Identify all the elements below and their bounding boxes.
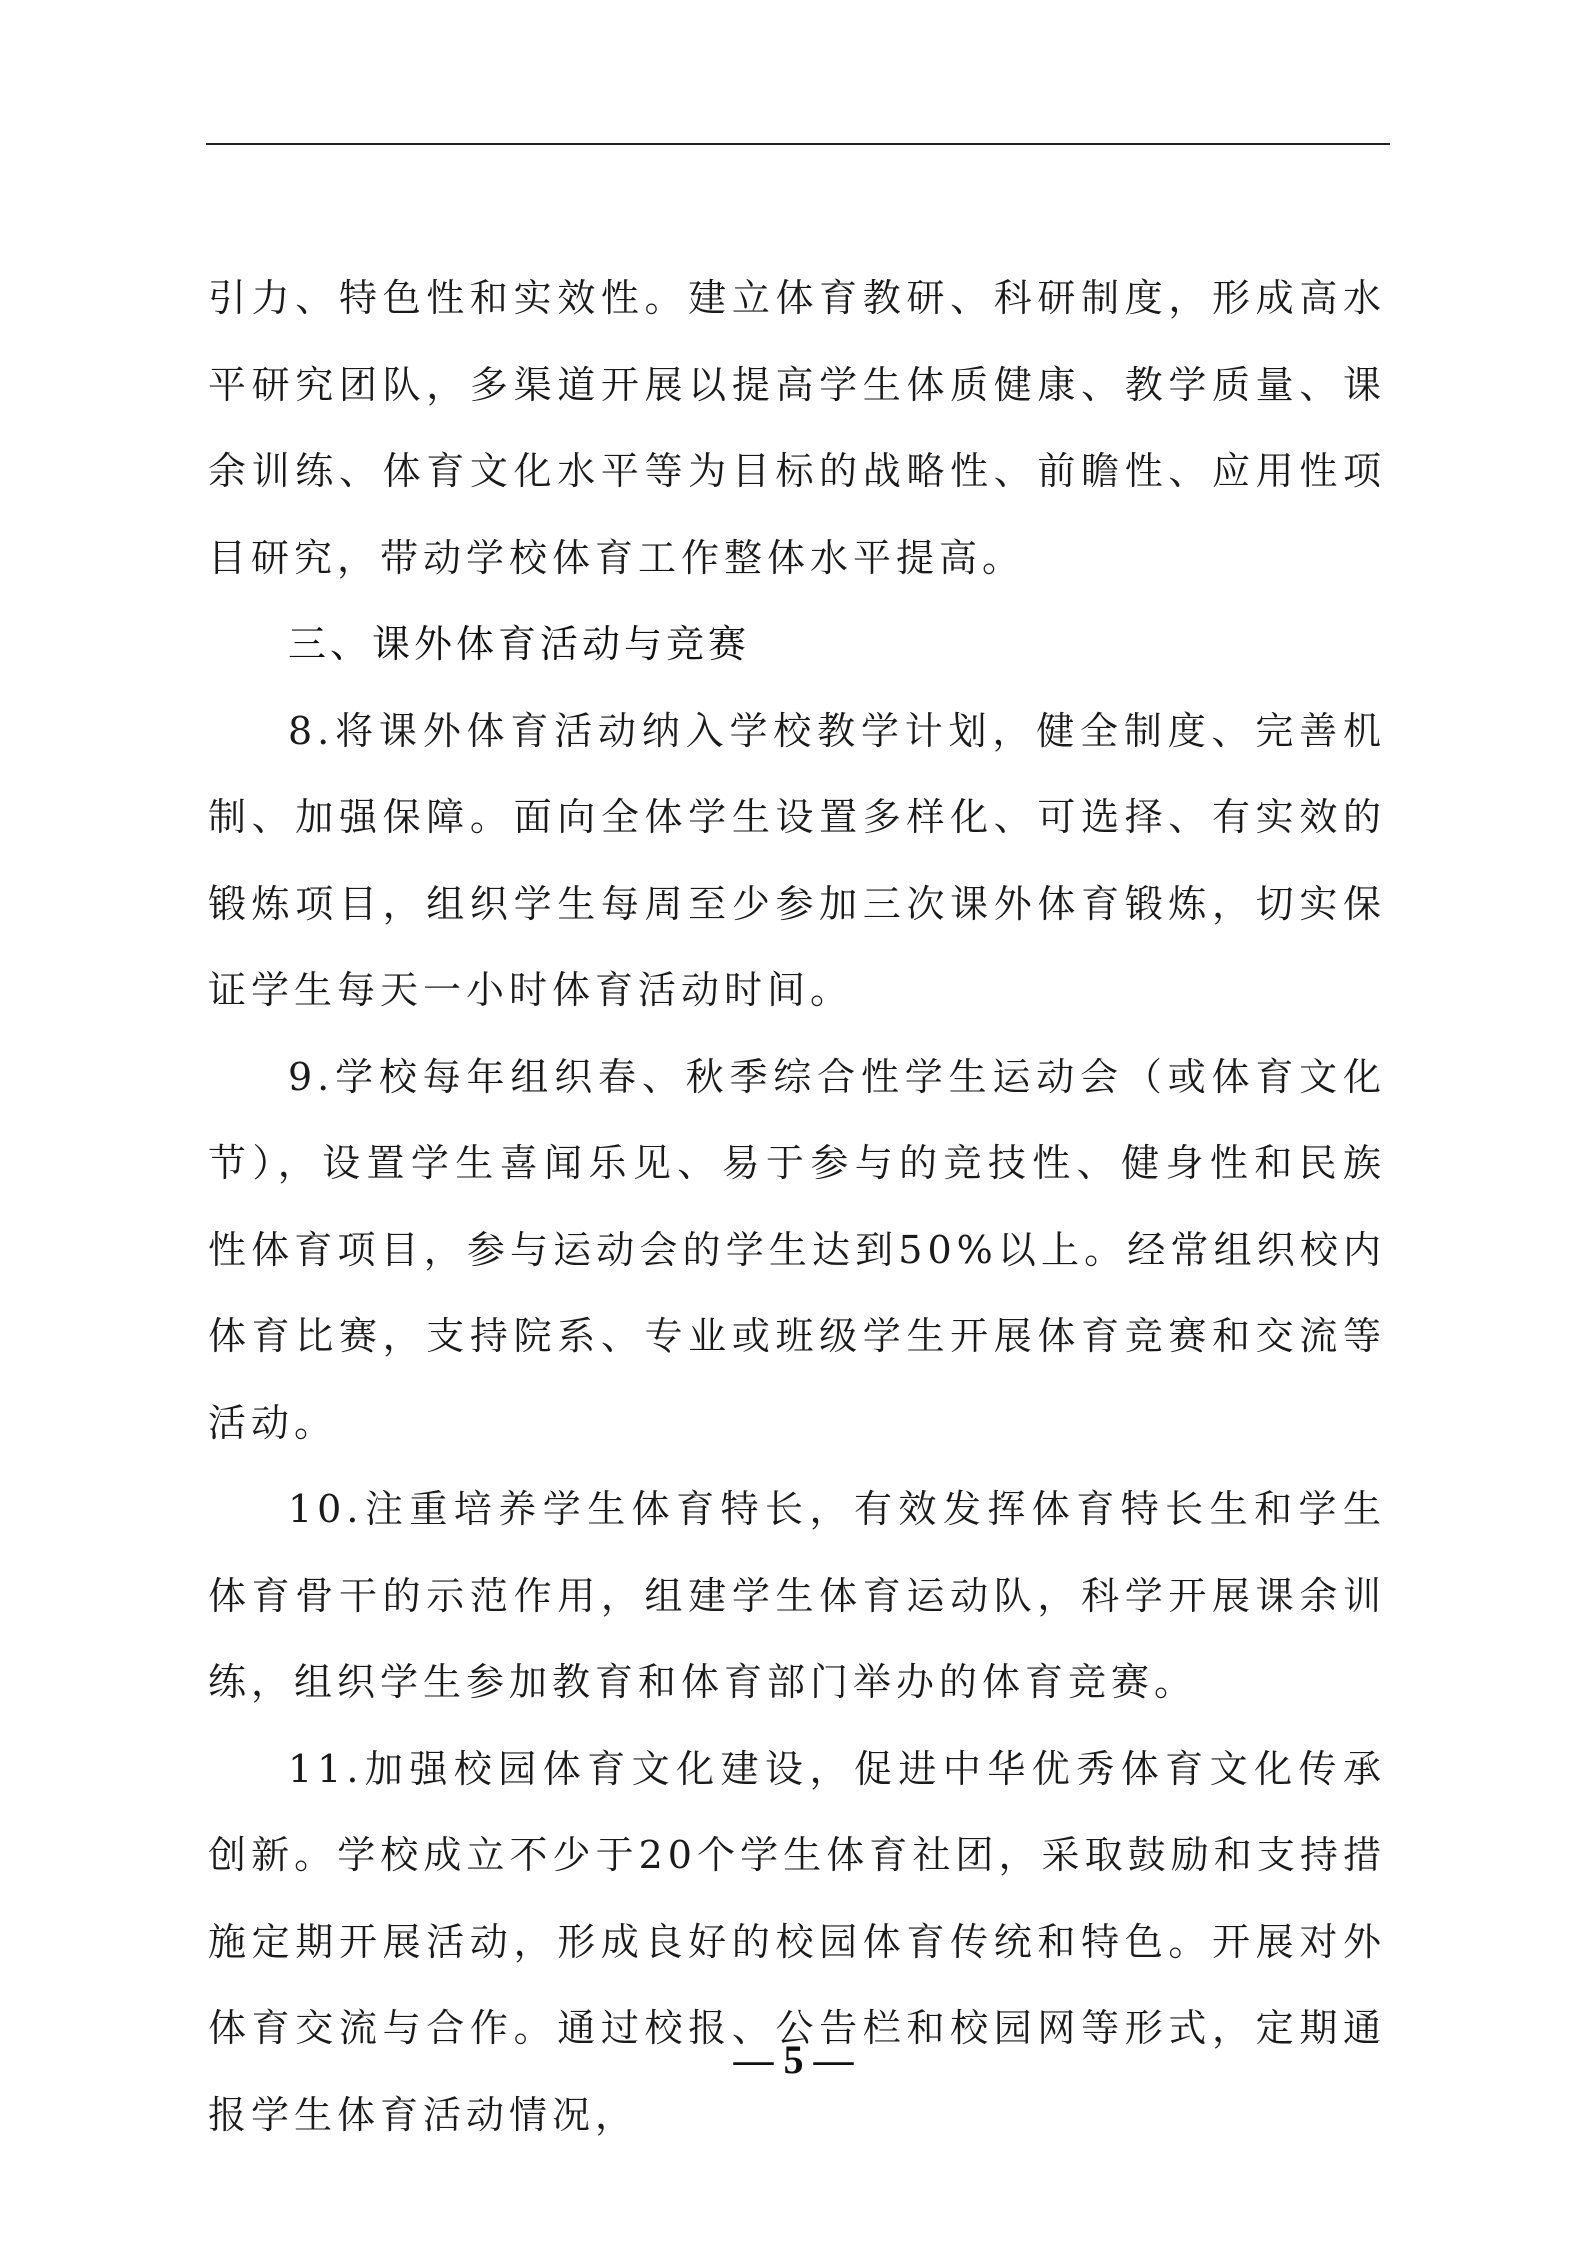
document-body — [208, 255, 1386, 2158]
paragraph-item-8: 8.将课外体育活动纳入学校教学计划，健全制度、完善机制、加强保障。面向全体学生设置多样化、可选择、有实效的锻炼项目，组织学生每周至少参加三次课外体育锻炼，切实保证学生每天一小时体育活动时间。 — [208, 708, 1386, 1012]
paragraph-item-9: 9.学校每年组织春、秋季综合性学生运动会（或体育文化节），设置学生喜闻乐见、易于参与的竞技性、健身性和民族性体育项目，参与运动会的学生达到50%以上。经常组织校内体育比赛，支持院系、专业或班级学生开展体育竞赛和交流等活动。 — [208, 1054, 1386, 1445]
section-heading: 三、课外体育活动与竞赛 — [288, 622, 751, 666]
paragraph-continuation: 引力、特色性和实效性。建立体育教研、科研制度，形成高水平研究团队，多渠道开展以提高学生体质健康、教学质量、课余训练、体育文化水平等为目标的战略性、前瞻性、应用性项目研究，带动学校体育工作整体水平提高。 — [208, 276, 1386, 580]
paragraph-item-10: 10.注重培养学生体育特长，有效发挥体育特长生和学生体育骨干的示范作用，组建学生体育运动队，科学开展课余训练，组织学生参加教育和体育部门举办的体育竞赛。 — [208, 1487, 1386, 1704]
paragraph-item-11: 11.加强校园体育文化建设，促进中华优秀体育文化传承创新。学校成立不少于20个学生体育社团，采取鼓励和支持措施定期开展活动，形成良好的校园体育传统和特色。开展对外体育交流与合作。通过校报、公告栏和校园网等形式，定期通报学生体育活动情况， — [208, 1746, 1386, 2137]
header-rule — [206, 143, 1390, 145]
page-number: — 5 — — [733, 2037, 854, 2082]
